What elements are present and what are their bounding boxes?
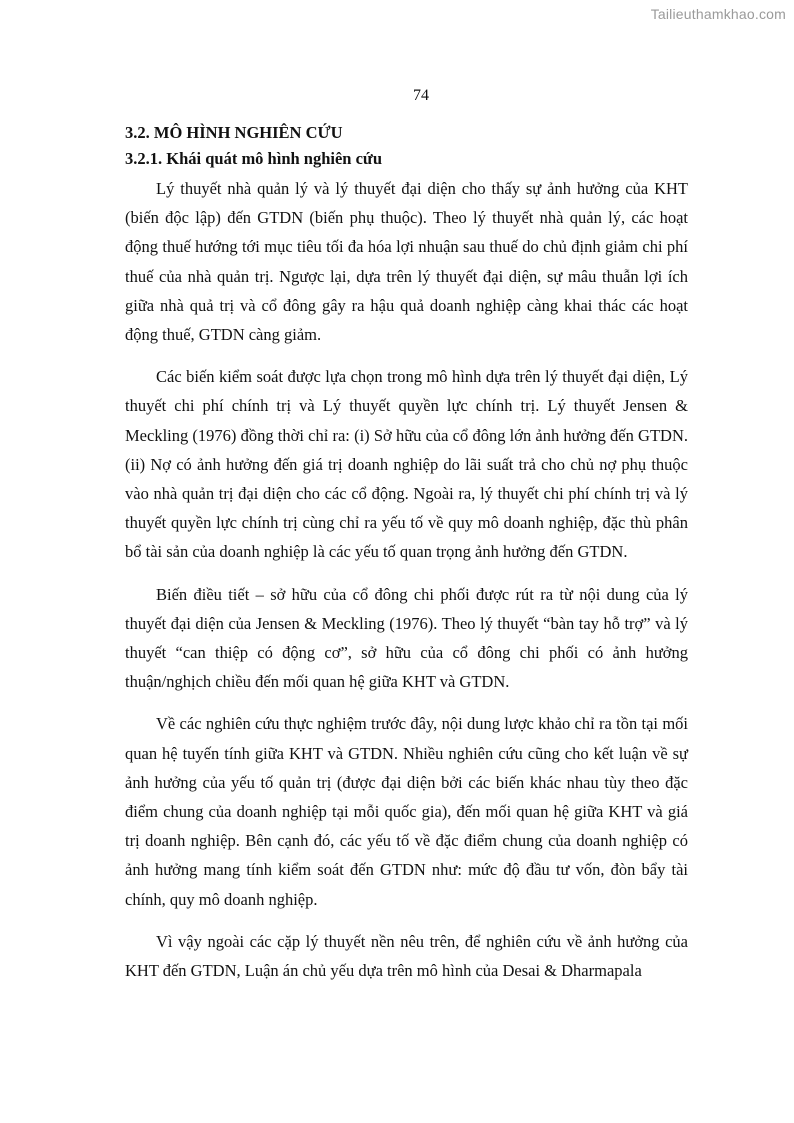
document-body — [125, 120, 688, 998]
subsection-heading: 3.2.1. Khái quát mô hình nghiên cứu — [125, 149, 383, 168]
section-heading: 3.2. MÔ HÌNH NGHIÊN CỨU — [125, 123, 343, 142]
paragraph: Vì vậy ngoài các cặp lý thuyết nền nêu trên, để nghiên cứu về ảnh hưởng của KHT đến GTDN, Luận án chủ yếu dựa trên mô hình của Desai & Dharmapala — [125, 931, 688, 981]
paragraph: Lý thuyết nhà quản lý và lý thuyết đại diện cho thấy sự ảnh hưởng của KHT (biến độc lập) đến GTDN (biến phụ thuộc). Theo lý thuyết nhà quản lý, các hoạt động thuế hướng tới mục tiêu tối đa hóa lợi nhuận sau thuế do chủ định giảm chi phí thuế của nhà quản trị. Ngược lại, dựa trên lý thuyết đại diện, sự mâu thuẫn lợi ích giữa nhà quả trị và cổ đông gây ra hậu quả doanh nghiệp càng khai thác các hoạt động thuế, GTDN càng giảm. — [125, 179, 688, 345]
paragraph: Biến điều tiết – sở hữu của cổ đông chi phối được rút ra từ nội dung của lý thuyết đại diện của Jensen & Meckling (1976). Theo lý thuyết “bàn tay hỗ trợ” và lý thuyết “can thiệp có động cơ”, sở hữu của cổ đông chi phối có ảnh hưởng thuận/nghịch chiều đến mối quan hệ giữa KHT và GTDN. — [125, 584, 688, 692]
paragraph: Các biến kiểm soát được lựa chọn trong mô hình dựa trên lý thuyết đại diện, Lý thuyết chi phí chính trị và Lý thuyết quyền lực chính trị. Lý thuyết Jensen & Meckling (1976) đồng thời chỉ ra: (i) Sở hữu của cổ đông lớn ảnh hưởng đến GTDN. (ii) Nợ có ảnh hưởng đến giá trị doanh nghiệp do lãi suất trả cho chủ nợ phụ thuộc vào nhà quản trị đại diện cho các cổ động. Ngoài ra, lý thuyết chi phí chính trị và lý thuyết quyền lực chính trị cùng chỉ ra yếu tố về quy mô doanh nghiệp, đặc thù phân bổ tài sản của doanh nghiệp là các yếu tố quan trọng ảnh hưởng đến GTDN. — [125, 367, 688, 562]
paragraph: Về các nghiên cứu thực nghiệm trước đây, nội dung lược khảo chỉ ra tồn tại mối quan hệ tuyến tính giữa KHT và GTDN. Nhiều nghiên cứu cũng cho kết luận về sự ảnh hưởng của yếu tố quản trị (được đại diện bởi các biến khác nhau tùy theo đặc điểm chung của doanh nghiệp tại mỗi quốc gia), đến mối quan hệ giữa KHT và giá trị doanh nghiệp. Bên cạnh đó, các yếu tố về đặc điểm chung của doanh nghiệp có ảnh hưởng mang tính kiểm soát đến GTDN như: mức độ đầu tư vốn, đòn bẩy tài chính, quy mô doanh nghiệp. — [125, 714, 688, 909]
page-number: 74 — [413, 87, 429, 104]
watermark: Tailieuthamkhao.com — [650, 6, 786, 22]
